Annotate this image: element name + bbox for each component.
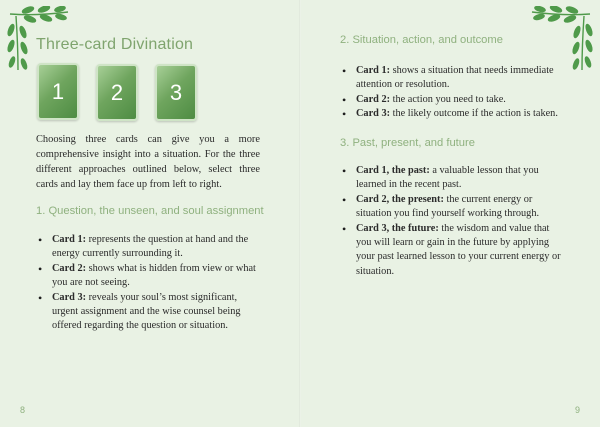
card-3: 3: [155, 64, 197, 121]
section-3-list: [340, 164, 562, 279]
list-item: • Card 2: the action you need to take.: [340, 93, 570, 107]
section-heading-3: 3. Past, present, and future: [340, 137, 475, 149]
section-heading-1: 1. Question, the unseen, and soul assignment: [36, 205, 264, 217]
card-1: 1: [37, 63, 79, 120]
list-item: • Card 1: shows a situation that needs immediate attention or resolution.: [340, 64, 570, 93]
section-1-list: [36, 233, 262, 334]
list-item: • Card 3, the future: the wisdom and value that you will learn or gain in the future by applying your past learned lesson to your current energy or situation.: [340, 222, 562, 280]
intro-paragraph: Choosing three cards can give you a more comprehensive insight into a situation. For the three different approaches outlined below, select three cards and lay them face up from left to right.: [36, 134, 260, 190]
card-2: 2: [96, 64, 138, 121]
list-item: • Card 3: reveals your soul’s most significant, urgent assignment and the wise counsel being offered regarding the question or situation.: [36, 291, 262, 334]
section-heading-2: 2. Situation, action, and outcome: [340, 34, 503, 46]
page-number: 9: [574, 405, 580, 415]
list-item: • Card 2: shows what is hidden from view or what you are not seeing.: [36, 262, 262, 291]
list-item: • Card 2, the present: the current energy or situation you find yourself working through.: [340, 193, 562, 222]
list-item: • Card 3: the likely outcome if the action is taken.: [340, 107, 570, 121]
list-item: • Card 1: represents the question at hand and the energy currently surrounding it.: [36, 233, 262, 262]
page-title: Three-card Divination: [36, 36, 194, 53]
page-number: 8: [20, 405, 26, 415]
right-page: [300, 0, 600, 427]
section-2-list: [340, 64, 570, 122]
list-item: • Card 1, the past: a valuable lesson that you learned in the recent past.: [340, 164, 562, 193]
tarot-cards: [37, 64, 197, 121]
